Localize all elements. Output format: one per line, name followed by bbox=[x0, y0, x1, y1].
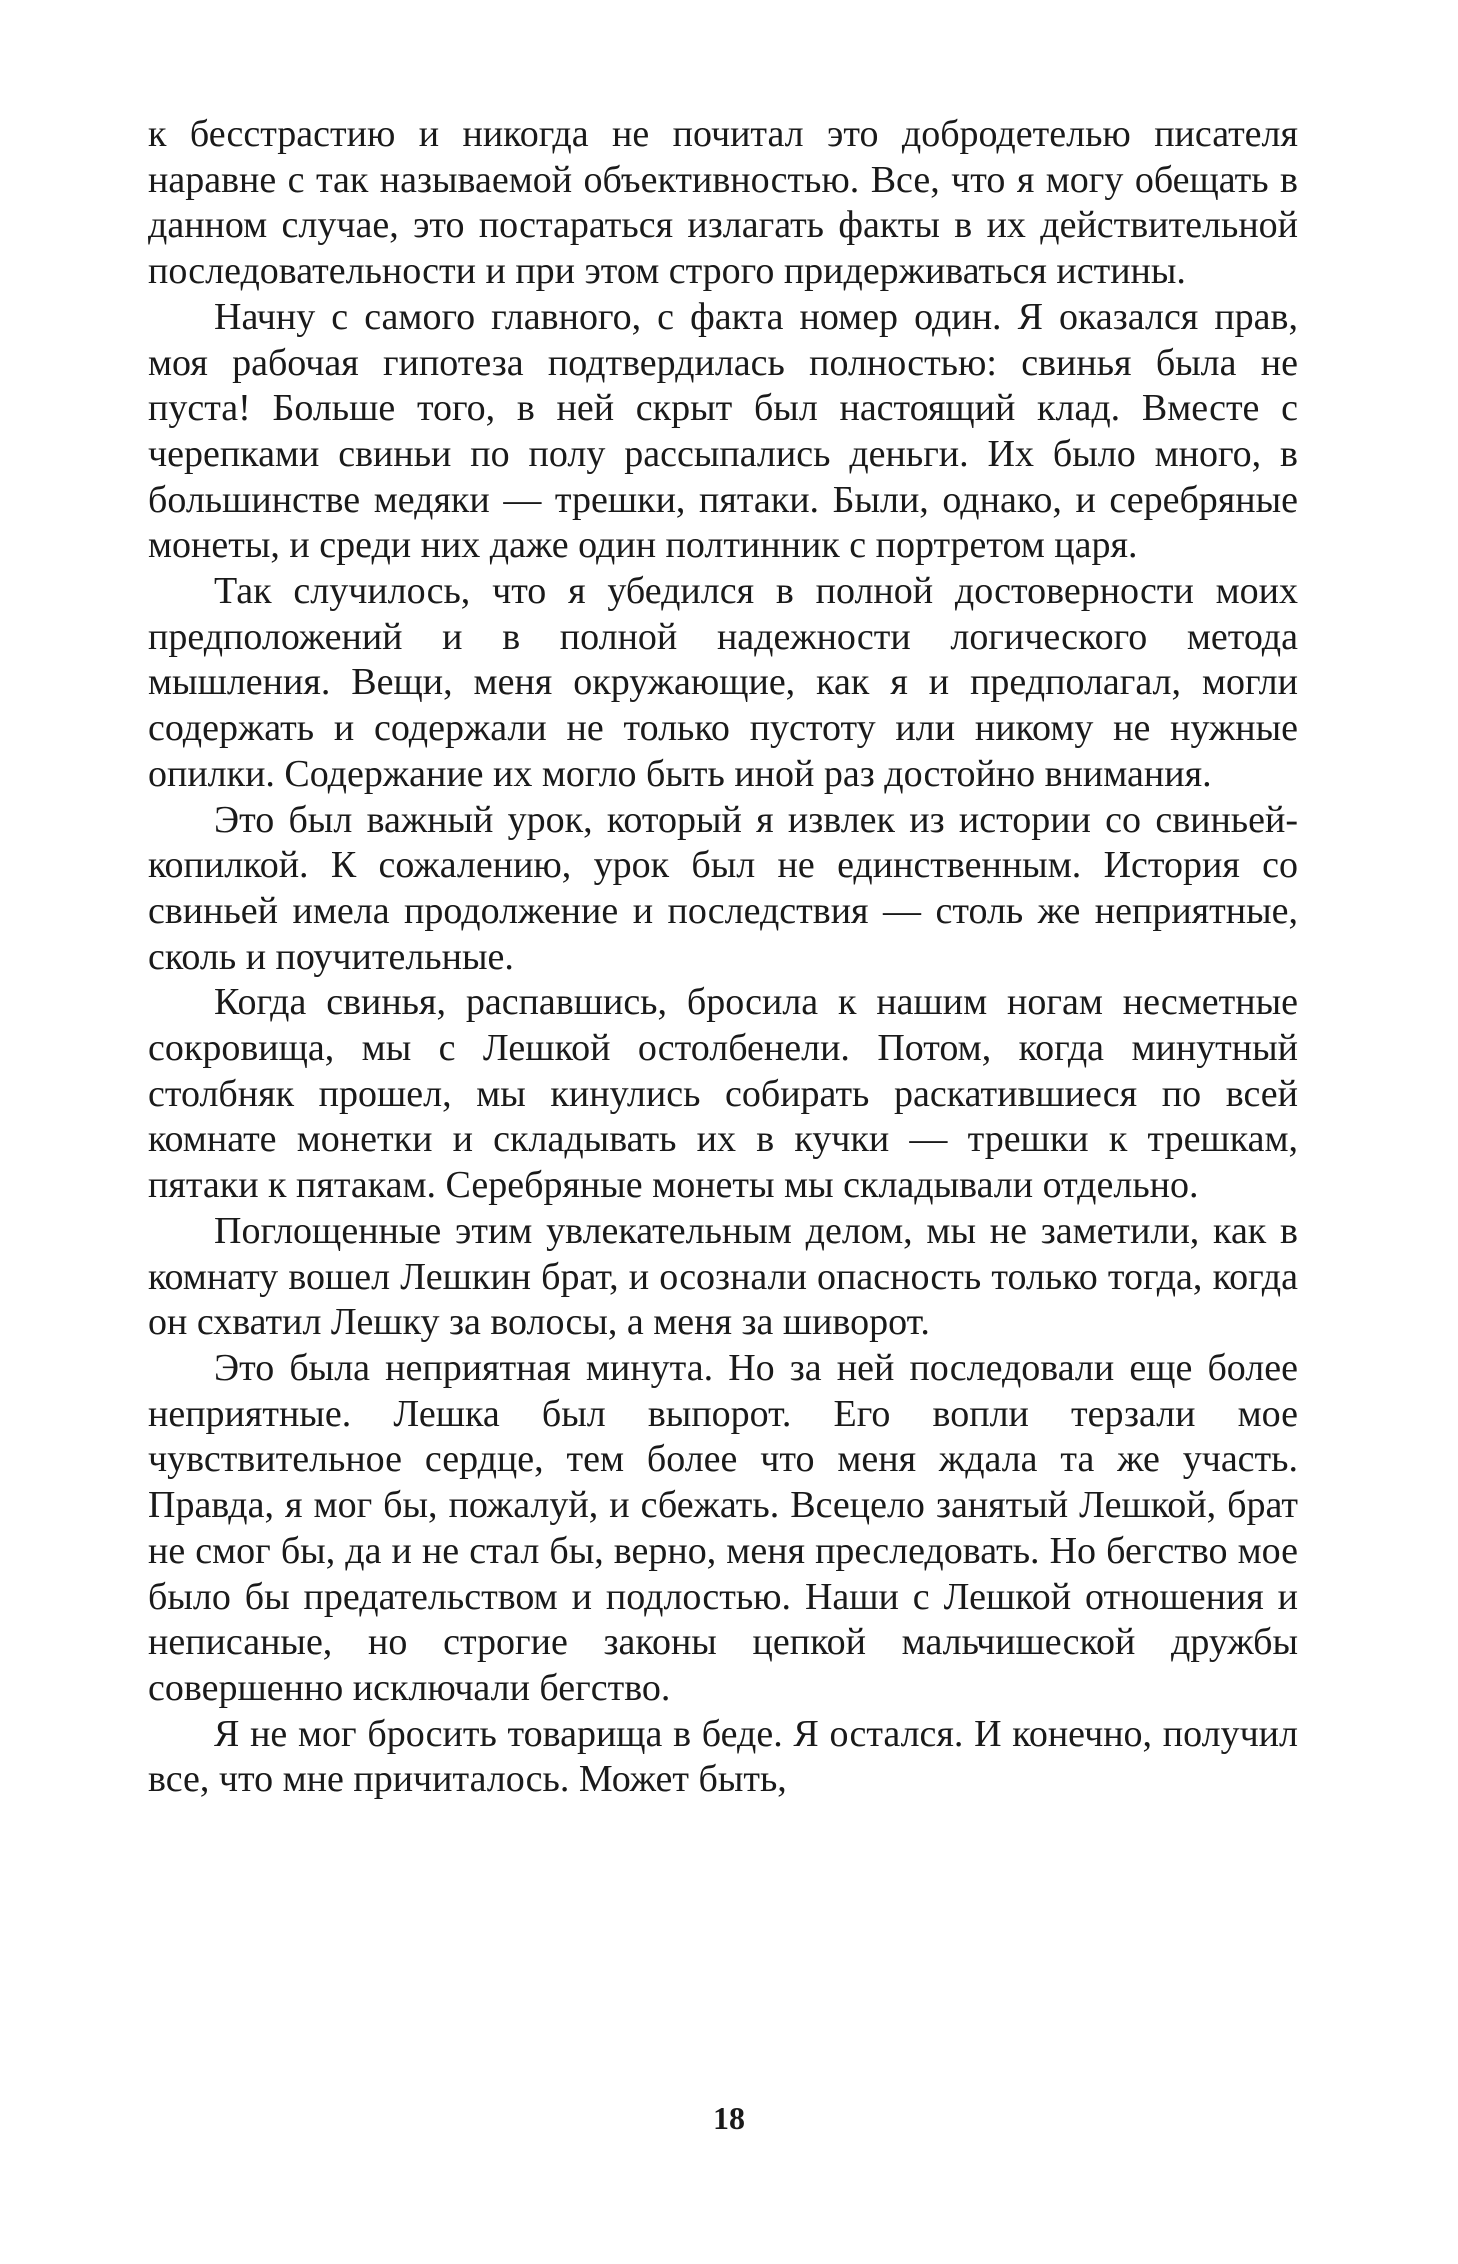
paragraph-5: Когда свинья, распавшись, бросила к нашим ногам несметные сокровища, мы с Лешкой остолбенели. Потом, когда минутный столбняк прошел, мы кинулись собирать раскатившиеся по всей комнате монетки и складывать их в кучки — трешки к трешкам, пятаки к пятакам. Серебряные монеты мы складывали отдельно. bbox=[148, 981, 1298, 1207]
paragraph-6: Поглощенные этим увлекательным делом, мы не заметили, как в комнату вошел Лешкин брат, и осознали опасность только тогда, когда он схватил Лешку за волосы, а меня за шиворот. bbox=[148, 1209, 1298, 1344]
page-number: 18 bbox=[713, 2100, 745, 2136]
page-text-block bbox=[148, 112, 1298, 2162]
paragraph-2: Начну с самого главного, с факта номер один. Я оказался прав, моя рабочая гипотеза подтвердилась полностью: свинья была не пуста! Больше того, в ней скрыт был настоящий клад. Вместе с черепками свиньи по полу рассыпались деньги. Их было много, в большинстве медяки — трешки, пятаки. Были, однако, и серебряные монеты, и среди них даже один полтинник с портретом царя. bbox=[148, 295, 1298, 567]
paragraph-3: Так случилось, что я убедился в полной достоверности моих предположений и в полной надежности логического метода мышления. Вещи, меня окружающие, как я и предполагал, могли содержать и содержали не только пустоту или никому не нужные опилки. Содержание их могло быть иной раз достойно внимания. bbox=[148, 570, 1298, 795]
paragraph-7: Это была неприятная минута. Но за ней последовали еще более неприятные. Лешка был выпорот. Его вопли терзали мое чувствительное сердце, тем более что меня ждала та же участь. Правда, я мог бы, пожалуй, и сбежать. Всецело занятый Лешкой, брат не смог бы, да и не стал бы, верно, меня преследовать. Но бегство мое было бы предательством и подлостью. Наши с Лешкой отношения и неписаные, но строгие законы цепкой мальчишеской дружбы совершенно исключали бегство. bbox=[148, 1346, 1298, 1709]
paragraph-8: Я не мог бросить товарища в беде. Я остался. И конечно, получил все, что мне причиталось. Может быть, bbox=[148, 1712, 1298, 1801]
paragraph-1: к бесстрастию и никогда не почитал это добродетелью писателя наравне с так называемой объективностью. Все, что я могу обещать в данном случае, это постараться излагать факты в их действительной последовательности и при этом строго придерживаться истины. bbox=[148, 113, 1298, 293]
paragraph-4: Это был важный урок, который я извлек из истории со свиньей-копилкой. К сожалению, урок был не единственным. История со свиньей имела продолжение и последствия — столь же неприятные, сколь и поучительные. bbox=[148, 798, 1298, 978]
